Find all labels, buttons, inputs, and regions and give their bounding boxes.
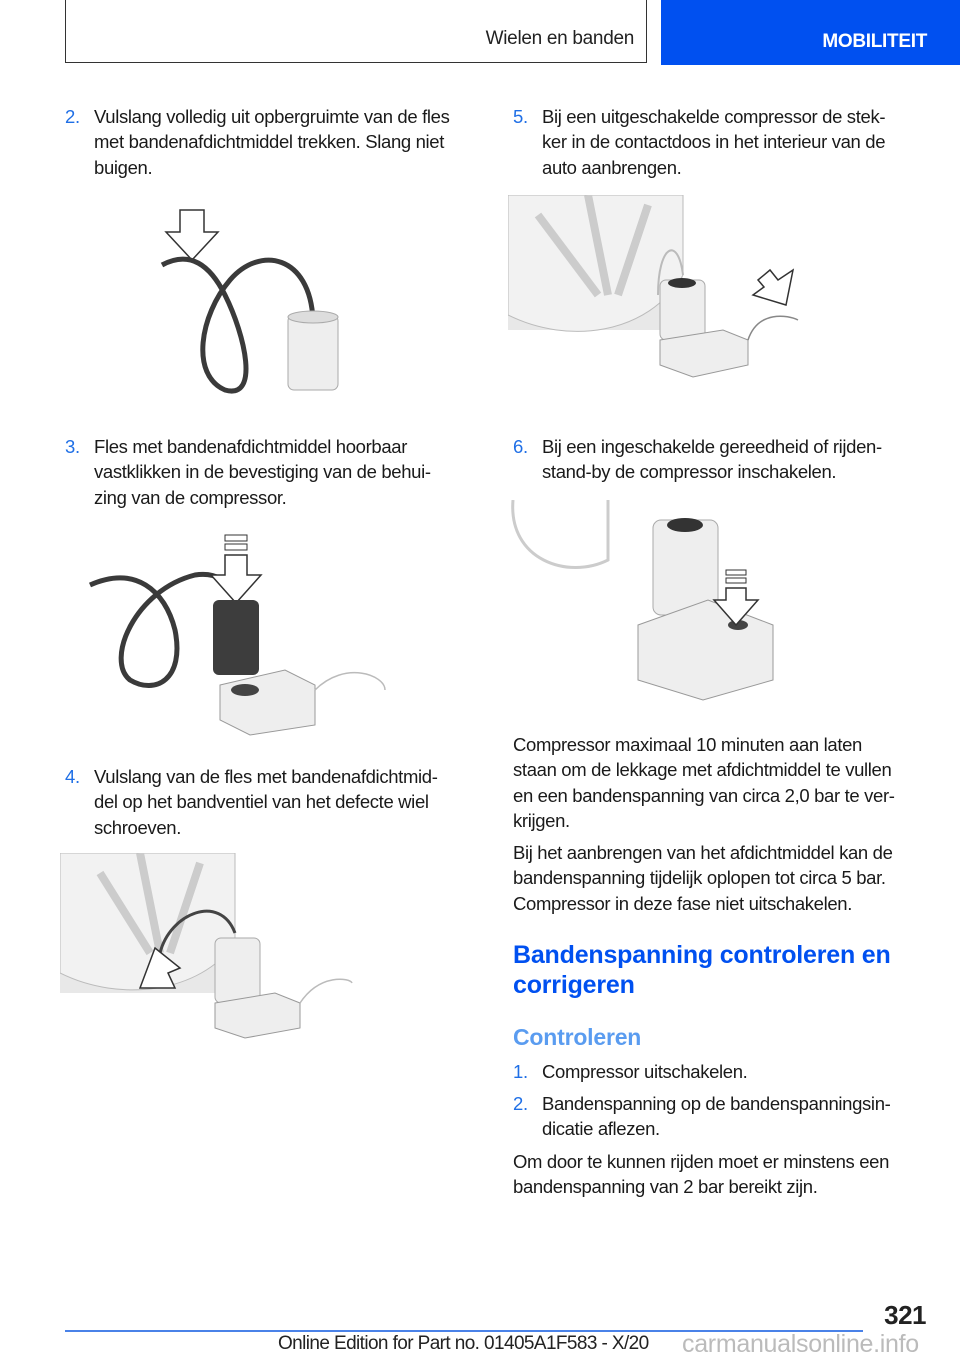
- bottle-hose-illustration: [150, 205, 350, 400]
- text-line: Bij het aanbrengen van het afdichtmiddel kan de: [513, 842, 893, 863]
- paragraph: [513, 840, 893, 916]
- step-text: [542, 104, 885, 180]
- text-line: met bandenafdichtmiddel trekken. Slang niet: [94, 131, 445, 153]
- subheading: Controleren: [513, 1024, 642, 1050]
- running-header: [65, 0, 647, 63]
- text-line: Om door te kunnen rijden moet er minstens een: [513, 1151, 890, 1172]
- step-number: 2.: [65, 106, 80, 127]
- text-line: auto aanbrengen.: [542, 156, 682, 178]
- text-line: zing van de compressor.: [94, 486, 287, 508]
- arrow-down-icon: [166, 210, 218, 260]
- bottle-clip-illustration: [85, 530, 395, 740]
- text-line: ker in de contactdoos in het interieur van de: [542, 131, 886, 153]
- step-text: [94, 434, 431, 510]
- step-text: [542, 434, 882, 485]
- closing-paragraph: [513, 1149, 889, 1200]
- watermark: carmanualsonline.info: [682, 1330, 919, 1358]
- heading-line: corrigeren: [513, 971, 635, 999]
- text-line: Fles met bandenafdichtmiddel hoorbaar: [94, 436, 408, 457]
- text-line: krijgen.: [513, 809, 570, 831]
- text-line: staan om de lekkage met afdichtmiddel te vullen: [513, 759, 892, 781]
- section-title: Wielen en banden: [485, 28, 634, 49]
- text-line: bandenspanning tijdelijk oplopen tot circa 5 bar.: [513, 867, 886, 889]
- text-line: schroeven.: [94, 816, 181, 838]
- step-text: [542, 1059, 747, 1084]
- compressor-switch-illustration: [508, 500, 778, 705]
- arrow-down-icon: [211, 555, 261, 603]
- step-text: [94, 764, 438, 840]
- step-number: 1.: [513, 1061, 528, 1082]
- text-line: del op het bandventiel van het defecte wiel: [94, 791, 429, 813]
- text-line: Bij een ingeschakelde gereedheid of rijden-: [542, 436, 882, 457]
- step-number: 5.: [513, 106, 528, 127]
- step-text: [94, 104, 450, 180]
- valve-connection-illustration: [60, 853, 360, 1043]
- text-line: Compressor uitschakelen.: [542, 1061, 748, 1082]
- text-line: en een bandenspanning van circa 2,0 bar te ver-: [513, 784, 895, 806]
- step-number: 6.: [513, 436, 528, 457]
- heading-line: Bandenspanning controleren en: [513, 941, 891, 969]
- plug-socket-illustration: [508, 195, 803, 380]
- text-line: stand-by de compressor inschakelen.: [542, 461, 837, 483]
- text-line: Bij een uitgeschakelde compressor de stek-: [542, 106, 886, 127]
- paragraph: [513, 732, 895, 833]
- text-line: buigen.: [94, 156, 153, 178]
- step-number: 2.: [513, 1093, 528, 1114]
- text-line: Compressor in deze fase niet uitschakelen.: [513, 892, 853, 914]
- step-number: 3.: [65, 436, 80, 457]
- arrow-icon: [753, 270, 793, 305]
- step-number: 4.: [65, 766, 80, 787]
- text-line: Compressor maximaal 10 minuten aan laten: [513, 734, 862, 755]
- text-line: Bandenspanning op de bandenspanningsin-: [542, 1093, 891, 1114]
- chapter-tab: [661, 0, 960, 65]
- text-line: bandenspanning van 2 bar bereikt zijn.: [513, 1176, 818, 1198]
- text-line: vastklikken in de bevestiging van de behui-: [94, 461, 431, 483]
- edition-text: Online Edition for Part no. 01405A1F583 - X/20: [278, 1333, 649, 1354]
- text-line: Vulslang volledig uit opbergruimte van de fles: [94, 106, 450, 127]
- chapter-tab-label: MOBILITEIT: [822, 31, 927, 52]
- page-number: 321: [884, 1300, 926, 1330]
- text-line: dicatie aflezen.: [542, 1118, 660, 1140]
- step-text: [542, 1091, 890, 1142]
- section-heading: [513, 940, 891, 1000]
- text-line: Vulslang van de fles met bandenafdichtmid-: [94, 766, 438, 787]
